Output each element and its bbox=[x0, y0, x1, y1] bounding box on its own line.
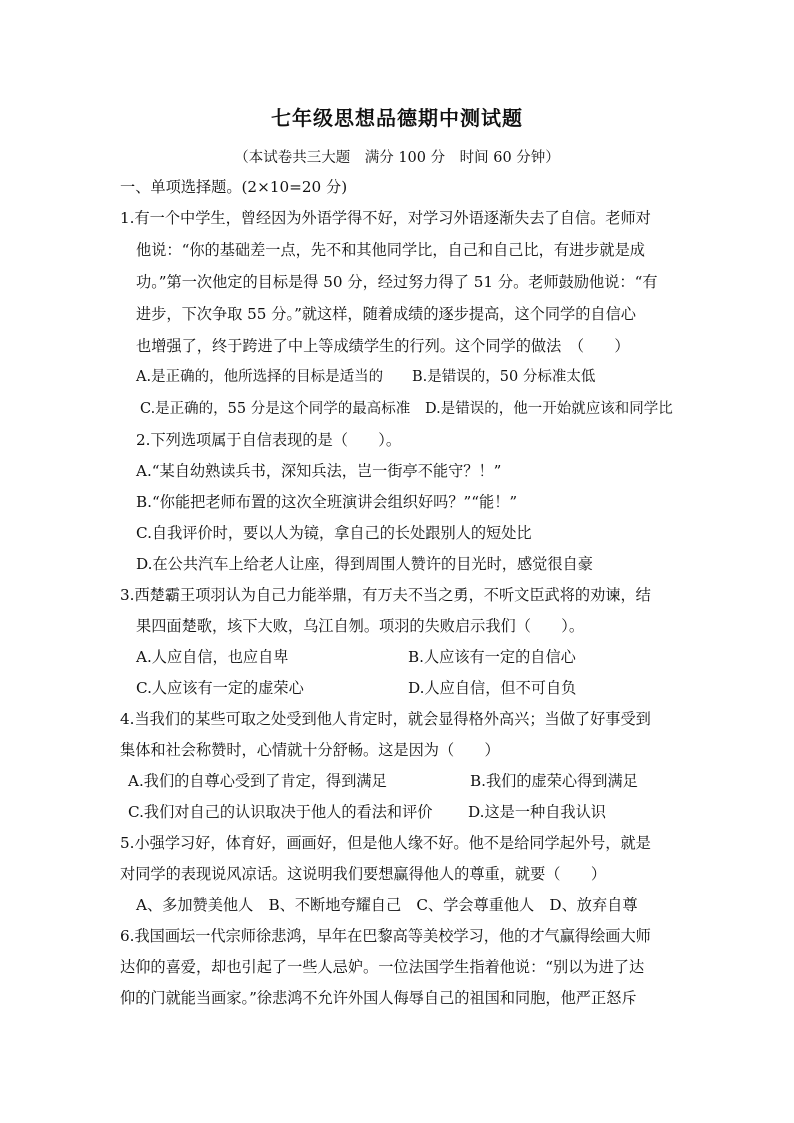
q3-option-b: B.人应该有一定的自信心 bbox=[408, 648, 576, 666]
q1-option-a: A.是正确的，他所选择的目标是适当的 bbox=[136, 369, 384, 385]
q1-line-2: 他说：“你的基础差一点，先不和其他同学比，自己和自己比，有进步就是成 bbox=[136, 241, 645, 259]
q2-option-b: B.“你能把老师布置的这次全班演讲会组织好吗？”“能！” bbox=[136, 493, 518, 511]
q4-line-2: 集体和社会称赞时，心情就十分舒畅。这是因为（ ） bbox=[120, 741, 500, 759]
q1-line-1: 1.有一个中学生，曾经因为外语学得不好，对学习外语逐渐失去了自信。老师对 bbox=[120, 209, 651, 227]
exam-subtitle: （本试卷共三大题 满分 100 分 时间 60 分钟） bbox=[234, 150, 560, 166]
q5-options: A、多加赞美他人 B、不断地夸耀自己 C、学会尊重他人 D、放弃自尊 bbox=[136, 896, 638, 914]
q3-option-a: A.人应自信，也应自卑 bbox=[136, 648, 289, 666]
section-heading: 一、单项选择题。(2×10=20 分) bbox=[120, 178, 348, 196]
q6-line-1: 6.我国画坛一代宗师徐悲鸿，早年在巴黎高等美校学习，他的才气赢得绘画大师 bbox=[120, 927, 651, 945]
q2-option-d: D.在公共汽车上给老人让座，得到周围人赞许的目光时，感觉很自豪 bbox=[136, 555, 593, 573]
q2-option-a: A.“某自幼熟读兵书，深知兵法，岂一街亭不能守？！” bbox=[136, 462, 502, 480]
q3-line-1: 3.西楚霸王项羽认为自己力能举鼎，有万夫不当之勇，不听文臣武将的劝谏，结 bbox=[120, 586, 651, 604]
q4-option-c: C.我们对自己的认识取决于他人的看法和评价 bbox=[128, 803, 433, 821]
q1-line-4: 进步，下次争取 55 分。”就这样，随着成绩的逐步提高，这个同学的自信心 bbox=[136, 305, 636, 323]
q3-option-c: C.人应该有一定的虚荣心 bbox=[136, 679, 304, 697]
q1-option-c: C.是正确的，55 分是这个同学的最高标准 bbox=[140, 401, 411, 417]
q4-line-1: 4.当我们的某些可取之处受到他人肯定时，就会显得格外高兴；当做了好事受到 bbox=[120, 710, 651, 728]
q1-line-5: 也增强了，终于跨进了中上等成绩学生的行列。这个同学的做法 （ ） bbox=[136, 337, 630, 355]
q5-line-2: 对同学的表现说风凉话。这说明我们要想赢得他人的尊重，就要（ ） bbox=[120, 865, 606, 883]
q3-option-d: D.人应自信，但不可自负 bbox=[408, 679, 577, 697]
q2-option-c: C.自我评价时，要以人为镜，拿自己的长处跟别人的短处比 bbox=[136, 524, 532, 542]
q2-stem: 2.下列选项属于自信表现的是（ ）。 bbox=[136, 431, 402, 449]
q3-line-2: 果四面楚歌，垓下大败，乌江自刎。项羽的失败启示我们（ ）。 bbox=[136, 617, 585, 635]
exam-title: 七年级思想品德期中测试题 bbox=[271, 106, 523, 130]
q1-line-3: 功。”第一次他定的目标是得 50 分，经过努力得了 51 分。老师鼓励他说：“有 bbox=[136, 273, 658, 291]
q5-line-1: 5.小强学习好，体育好，画画好，但是他人缘不好。他不是给同学起外号，就是 bbox=[120, 834, 651, 852]
q4-option-b: B.我们的虚荣心得到满足 bbox=[470, 772, 638, 790]
q6-line-2: 达仰的喜爱，却也引起了一些人忌妒。一位法国学生指着他说：“别以为进了达 bbox=[120, 958, 645, 976]
q1-option-b: B.是错误的，50 分标准太低 bbox=[412, 369, 596, 385]
q4-option-d: D.这是一种自我认识 bbox=[468, 803, 606, 821]
q6-line-3: 仰的门就能当画家。”徐悲鸿不允许外国人侮辱自己的祖国和同胞，他严正怒斥 bbox=[120, 989, 637, 1007]
q4-option-a: A.我们的自尊心受到了肯定，得到满足 bbox=[128, 772, 387, 790]
q1-option-d: D.是错误的，他一开始就应该和同学比 bbox=[425, 401, 673, 417]
